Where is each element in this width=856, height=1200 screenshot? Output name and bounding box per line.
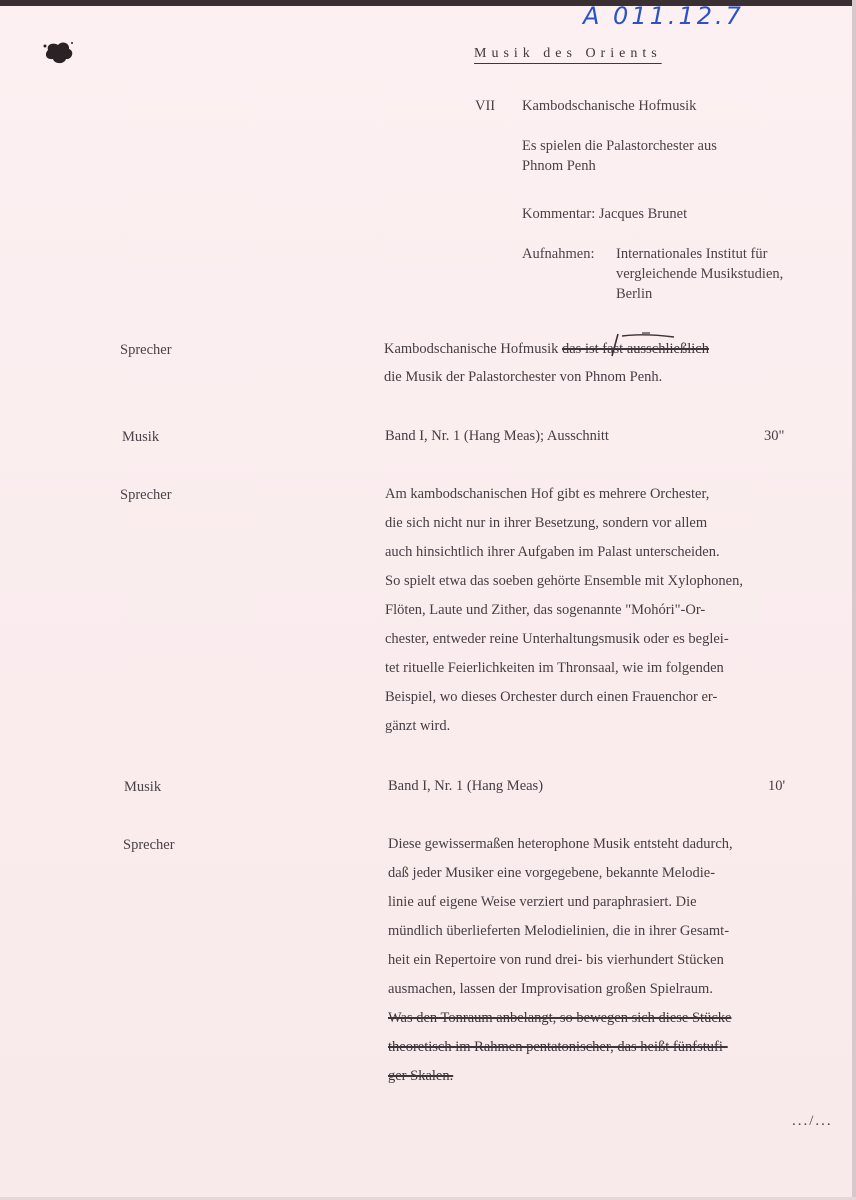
speaker-label: Sprecher: [120, 487, 172, 503]
speaker-2-line: chester, entweder reine Unterhaltungsmusik oder es beglei-: [385, 631, 729, 647]
document-title: Musik des Orients: [474, 46, 662, 61]
speaker-3-line: mündlich überlieferten Melodielinien, die in ihrer Gesamt-: [388, 923, 730, 939]
performers-line-2: Phnom Penh: [522, 158, 596, 174]
music-1-track: Band I, Nr. 1 (Hang Meas); Ausschnitt: [385, 428, 609, 444]
speaker-2-line: Am kambodschanischen Hof gibt es mehrere Orchester,: [385, 486, 710, 502]
continuation-marker: .../...: [792, 1113, 833, 1129]
speaker-2-line: So spielt etwa das soeben gehörte Ensemble mit Xylophonen,: [385, 573, 743, 589]
speaker-3-line: daß jeder Musiker eine vorgegebene, bekannte Melodie-: [388, 865, 716, 881]
program-subject: Kambodschanische Hofmusik: [522, 98, 697, 114]
recordings-label: Aufnahmen:: [522, 246, 595, 262]
speaker-2-line: auch hinsichtlich ihrer Aufgaben im Palast unterscheiden.: [385, 544, 720, 560]
ink-blot-stain: [42, 38, 76, 66]
speaker-3-line: linie auf eigene Weise verziert und paraphrasiert. Die: [388, 894, 697, 910]
speaker-3-struck-line: theoretisch im Rahmen pentatonischer, das heißt fünfstufi-: [388, 1039, 728, 1055]
speaker-label: Sprecher: [123, 837, 175, 853]
recordings-line-1: Internationales Institut für: [616, 246, 768, 262]
handwritten-archive-number: A 011.12.7: [583, 2, 744, 30]
scan-edge-right: [852, 0, 856, 1200]
struck-text: das ist fast ausschließlich: [562, 341, 709, 357]
part-number: VII: [475, 98, 496, 114]
speaker-1-line-2: die Musik der Palastorchester von Phnom Penh.: [384, 369, 663, 385]
speaker-3-line: ausmachen, lassen der Improvisation großen Spielraum.: [388, 981, 713, 997]
commentary-credit: Kommentar: Jacques Brunet: [522, 206, 688, 222]
recordings-line-3: Berlin: [616, 286, 653, 302]
music-2-duration: 10': [768, 778, 786, 794]
handwritten-insertion-mark: [608, 332, 678, 358]
speaker-2-line: Beispiel, wo dieses Orchester durch einen Frauenchor er-: [385, 689, 718, 705]
speaker-3-struck-line: Was den Tonraum anbelangt, so bewegen sich diese Stücke: [388, 1010, 732, 1026]
speaker-2-line: tet rituelle Feierlichkeiten im Thronsaal, wie im folgenden: [385, 660, 724, 676]
speaker-3-struck-line: ger Skalen.: [388, 1068, 454, 1084]
recordings-line-2: vergleichende Musikstudien,: [616, 266, 784, 282]
speaker-2-line: gänzt wird.: [385, 718, 451, 734]
performers-line-1: Es spielen die Palastorchester aus: [522, 138, 717, 154]
speaker-3-line: heit ein Repertoire von rund drei- bis vierhundert Stücken: [388, 952, 724, 968]
speaker-1-line-1-start: Kambodschanische Hofmusik: [384, 341, 559, 357]
speaker-2-line: Flöten, Laute und Zither, das sogenannte "Mohóri"-Or-: [385, 602, 706, 618]
music-label: Musik: [122, 429, 160, 445]
speaker-label: Sprecher: [120, 342, 172, 358]
music-2-track: Band I, Nr. 1 (Hang Meas): [388, 778, 544, 794]
music-label: Musik: [124, 779, 162, 795]
speaker-2-line: die sich nicht nur in ihrer Besetzung, sondern vor allem: [385, 515, 708, 531]
music-1-duration: 30": [764, 428, 785, 444]
speaker-3-line: Diese gewissermaßen heterophone Musik entsteht dadurch,: [388, 836, 733, 852]
